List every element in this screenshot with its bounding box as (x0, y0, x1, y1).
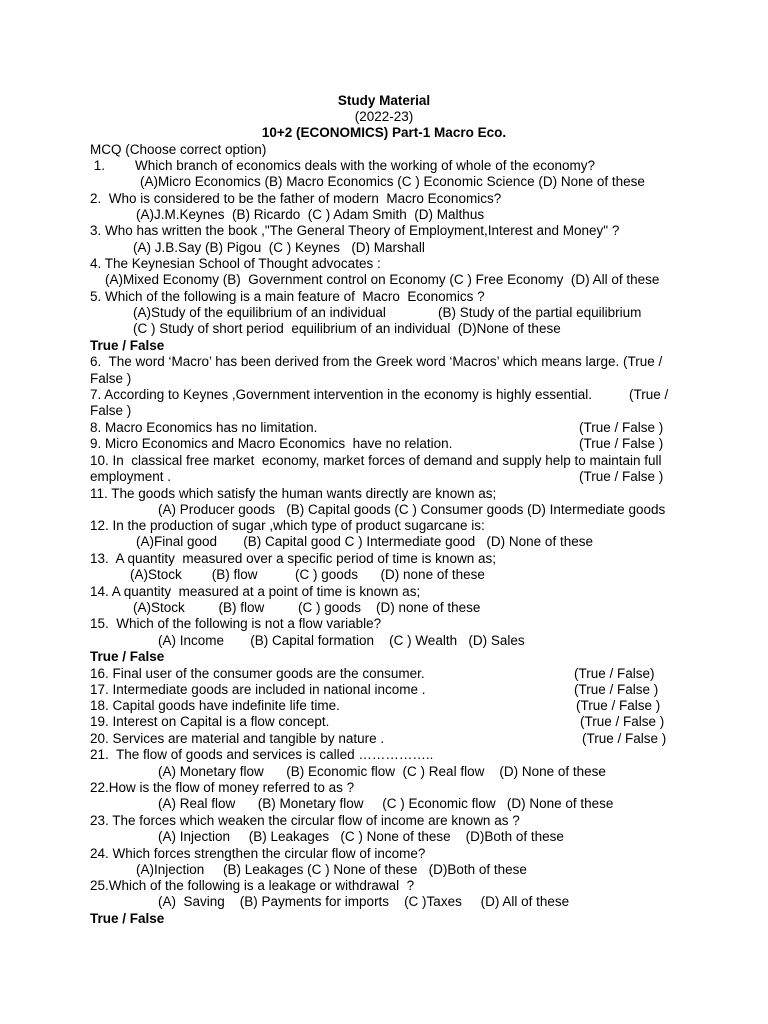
section-heading-true-false: True / False (90, 911, 165, 926)
answer-choice: (True / False ) (574, 682, 659, 697)
question-line: 18. Capital goods have indefinite life time. (90, 698, 340, 713)
answer-choice: (True / False ) (580, 714, 665, 729)
question-line: 14. A quantity measured at a point of time is known as; (90, 584, 421, 599)
question-line: 15. Which of the following is not a flow variable? (90, 616, 382, 631)
question-line: 21. The flow of goods and services is called …………….. (90, 747, 434, 762)
option-line: (A) Injection (B) Leakages (C ) None of these (D)Both of these (158, 829, 564, 844)
question-line: 3. Who has written the book ,"The General Theory of Employment,Interest and Money" ? (90, 223, 620, 238)
question-line: 24. Which forces strengthen the circular flow of income? (90, 846, 426, 861)
option-line: (A) Income (B) Capital formation (C ) Wealth (D) Sales (158, 633, 525, 648)
question-line: 17. Intermediate goods are included in national income . (90, 682, 426, 697)
question-line: 23. The forces which weaken the circular flow of income are known as ? (90, 813, 520, 828)
option-line: (A) Real flow (B) Monetary flow (C ) Economic flow (D) None of these (158, 796, 614, 811)
question-line: 8. Macro Economics has no limitation. (90, 420, 318, 435)
option-line: (A) Saving (B) Payments for imports (C )Taxes (D) All of these (158, 894, 570, 909)
option-line: (A)Stock (B) flow (C ) goods (D) none of these (133, 600, 481, 615)
option-line: (A) J.B.Say (B) Pigou (C ) Keynes (D) Marshall (133, 240, 425, 255)
answer-choice: (True / False) (574, 666, 655, 681)
option-line: (A)Micro Economics (B) Macro Economics (C ) Economic Science (D) None of these (140, 174, 645, 189)
option-line: (A)Mixed Economy (B) Government control on Economy (C ) Free Economy (D) All of these (105, 272, 660, 287)
section-heading-mcq: MCQ (Choose correct option) (90, 142, 267, 157)
question-line: 7. According to Keynes ,Government intervention in the economy is highly essential. (90, 387, 593, 402)
option-line: (A)Final good (B) Capital good C ) Intermediate good (D) None of these (136, 534, 593, 549)
question-line: 9. Micro Economics and Macro Economics have no relation. (90, 436, 453, 451)
option-line: (A)Study of the equilibrium of an individual (133, 305, 386, 320)
answer-choice: (True / False ) (579, 436, 664, 451)
question-line: 2. Who is considered to be the father of modern Macro Economics? (90, 191, 502, 206)
doc-subtitle: 10+2 (ECONOMICS) Part-1 Macro Eco. (261, 125, 507, 140)
option-line: (A)J.M.Keynes (B) Ricardo (C ) Adam Smith (D) Malthus (136, 207, 485, 222)
answer-choice: (True / False ) (579, 469, 664, 484)
question-line: False ) (90, 371, 132, 386)
question-line: 4. The Keynesian School of Thought advocates : (90, 256, 381, 271)
option-line: (A) Monetary flow (B) Economic flow (C ) Real flow (D) None of these (158, 764, 606, 779)
answer-choice: (True / (629, 387, 669, 402)
answer-choice: (True / False ) (576, 698, 661, 713)
question-line: 1. Which branch of economics deals with the working of whole of the economy? (90, 158, 596, 173)
question-line: 6. The word ‘Macro’ has been derived from the Greek word ‘Macros’ which means large. (True / (90, 354, 663, 369)
question-line: 11. The goods which satisfy the human wants directly are known as; (90, 486, 497, 501)
question-line: 25.Which of the following is a leakage or withdrawal ? (90, 878, 415, 893)
question-line: 12. In the production of sugar ,which type of product sugarcane is: (90, 518, 485, 533)
doc-title: Study Material (337, 93, 431, 108)
question-line: False ) (90, 403, 132, 418)
question-line: 13. A quantity measured over a specific period of time is known as; (90, 551, 496, 566)
answer-choice: (True / False ) (582, 731, 667, 746)
option-line: (A) Producer goods (B) Capital goods (C ) Consumer goods (D) Intermediate goods (158, 502, 666, 517)
question-line: 20. Services are material and tangible by nature . (90, 731, 385, 746)
section-heading-true-false: True / False (90, 649, 165, 664)
question-line: 22.How is the flow of money referred to as ? (90, 780, 355, 795)
option-line: (A)Stock (B) flow (C ) goods (D) none of these (130, 567, 485, 582)
answer-choice: (True / False ) (579, 420, 664, 435)
question-line: 19. Interest on Capital is a flow concept. (90, 714, 330, 729)
section-heading-true-false: True / False (90, 338, 165, 353)
question-line: 16. Final user of the consumer goods are the consumer. (90, 666, 425, 681)
option-line: (A)Injection (B) Leakages (C ) None of these (D)Both of these (136, 862, 527, 877)
doc-year: (2022-23) (354, 109, 414, 124)
question-line: employment . (90, 469, 172, 484)
question-line: 5. Which of the following is a main feature of Macro Economics ? (90, 289, 485, 304)
option-line: (B) Study of the partial equilibrium (438, 305, 642, 320)
question-line: 10. In classical free market economy, market forces of demand and supply help to maintain full (90, 453, 662, 468)
option-line: (C ) Study of short period equilibrium of an individual (D)None of these (133, 321, 561, 336)
